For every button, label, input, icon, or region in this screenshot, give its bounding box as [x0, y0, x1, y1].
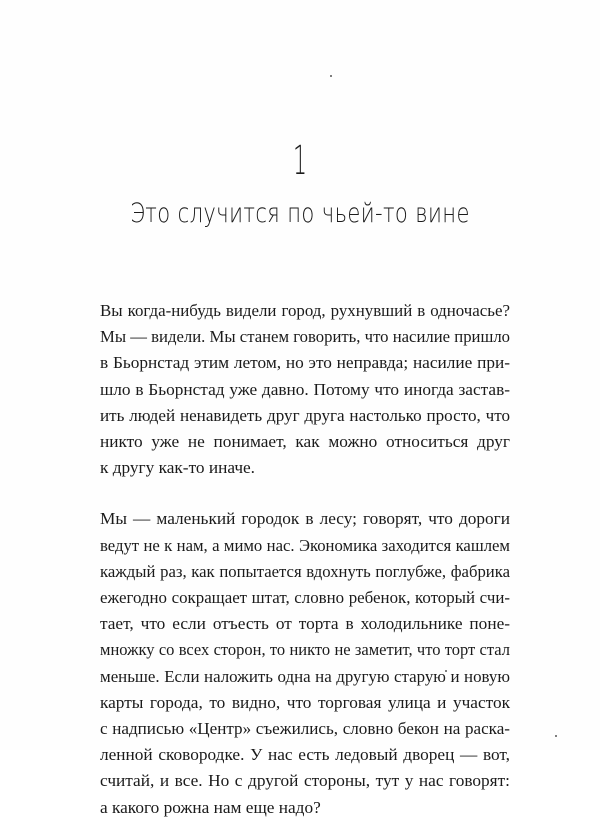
- text-line: считай, и все. Но с другой стороны, тут у нас говорят:: [100, 771, 510, 791]
- text-line: с надписью «Центр» съежились, словно бекон на раска-: [100, 719, 510, 739]
- text-line: ленной сковородке. У нас есть ледовый дворец — вот,: [100, 745, 510, 765]
- text-line: множку со всех сторон, то никто не заметит, что торт стал: [100, 640, 510, 660]
- text-line: Вы когда-нибудь видели город, рухнувший в одночасье?: [100, 301, 510, 320]
- print-speck: [555, 735, 557, 737]
- print-speck: [330, 75, 332, 77]
- text-line: шло в Бьорнстад уже давно. Потому что иногда застав-: [100, 379, 510, 399]
- text-line: каждый раз, как попытается вдохнуть поглубже, фабрика: [100, 561, 510, 581]
- text-line: Мы — видели. Мы станем говорить, что насилие пришло: [100, 327, 510, 347]
- text-line: к другу как-то иначе.: [100, 458, 256, 478]
- chapter-number: 1: [292, 138, 307, 184]
- text-line: Мы — маленький городок в лесу; говорят, что дороги: [100, 509, 510, 529]
- text-line: ить людей ненавидеть друг друга настолько просто, что: [100, 405, 510, 425]
- text-line: а какого рожна нам еще надо?: [100, 797, 321, 817]
- paragraph-1: [100, 298, 510, 481]
- text-line: меньше. Если наложить одна на другую старую и новую: [100, 666, 510, 686]
- paragraph-2: [100, 506, 510, 820]
- text-line: тает, что если отъесть от торта в холодильнике поне-: [100, 614, 510, 634]
- text-line: ежегодно сокращает штат, словно ребенок, который счи-: [100, 588, 510, 608]
- text-line: карты города, то видно, что торговая улица и участок: [100, 692, 510, 712]
- chapter-title: Это случится по чьей-то вине: [130, 198, 470, 229]
- text-line: ведут не к нам, а мимо нас. Экономика заходится кашлем: [100, 535, 510, 555]
- text-line: в Бьорнстад этим летом, но это неправда; насилие при-: [100, 353, 510, 373]
- chapter-body: [100, 298, 510, 821]
- text-line: никто уже не понимает, как можно относиться друг: [100, 432, 510, 452]
